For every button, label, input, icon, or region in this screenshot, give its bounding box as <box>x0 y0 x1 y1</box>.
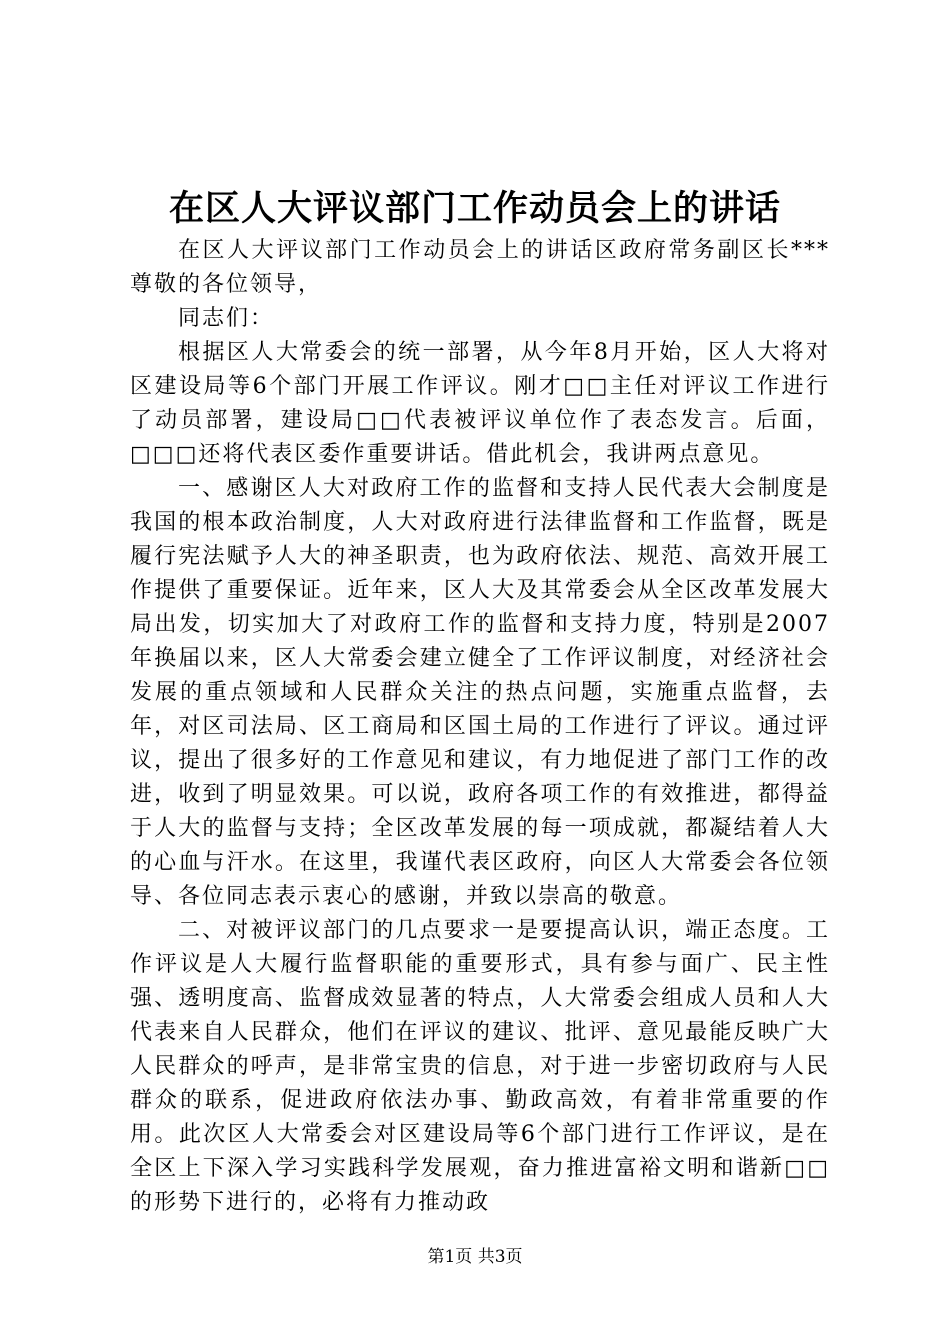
paragraph-opening: 在区人大评议部门工作动员会上的讲话区政府常务副区长***尊敬的各位领导， <box>130 238 830 297</box>
paragraph-salutation: 同志们： <box>178 306 275 331</box>
document-title: 在区人大评议部门工作动员会上的讲话 <box>168 188 781 229</box>
page-number-footer: 第1页 共3页 <box>427 1247 523 1267</box>
paragraph-section-one: 一、感谢区人大对政府工作的监督和支持人民代表大会制度是我国的根本政治制度，人大对政府进行法律监督和工作监督，既是履行宪法赋予人大的神圣职责，也为政府依法、规范、高效开展工作提供了重要保证。近年来，区人大及其常委会从全区改革发展大局出发，切实加大了对政府工作的监督和支持力度，特别是2007年换届以来，区人大常委会建立健全了工作评议制度，对经济社会发展的重点领域和人民群众关注的热点问题，实施重点监督，去年，对区司法局、区工商局和区国土局的工作进行了评议。通过评议，提出了很多好的工作意见和建议，有力地促进了部门工作的改进，收到了明显效果。可以说，政府各项工作的有效推进，都得益于人大的监督与支持；全区改革发展的每一项成就，都凝结着人大的心血与汗水。在这里，我谨代表区政府，向区人大常委会各位领导、各位同志表示衷心的感谢，并致以崇高的敬意。 <box>130 476 830 909</box>
document-body <box>130 234 830 1220</box>
paragraph-intro: 根据区人大常委会的统一部署，从今年8月开始，区人大将对区建设局等6个部门开展工作评议。刚才□□主任对评议工作进行了动员部署，建设局□□代表被评议单位作了表态发言。后面，□□□还将代表区委作重要讲话。借此机会，我讲两点意见。 <box>130 340 830 467</box>
paragraph-section-two: 二、对被评议部门的几点要求一是要提高认识，端正态度。工作评议是人大履行监督职能的重要形式，具有参与面广、民主性强、透明度高、监督成效显著的特点，人大常委会组成人员和人大代表来自人民群众，他们在评议的建议、批评、意见最能反映广大人民群众的呼声，是非常宝贵的信息，对于进一步密切政府与人民群众的联系，促进政府依法办事、勤政高效，有着非常重要的作用。此次区人大常委会对区建设局等6个部门进行工作评议，是在全区上下深入学习实践科学发展观，奋力推进富裕文明和谐新□□的形势下进行的，必将有力推动政 <box>130 918 830 1215</box>
